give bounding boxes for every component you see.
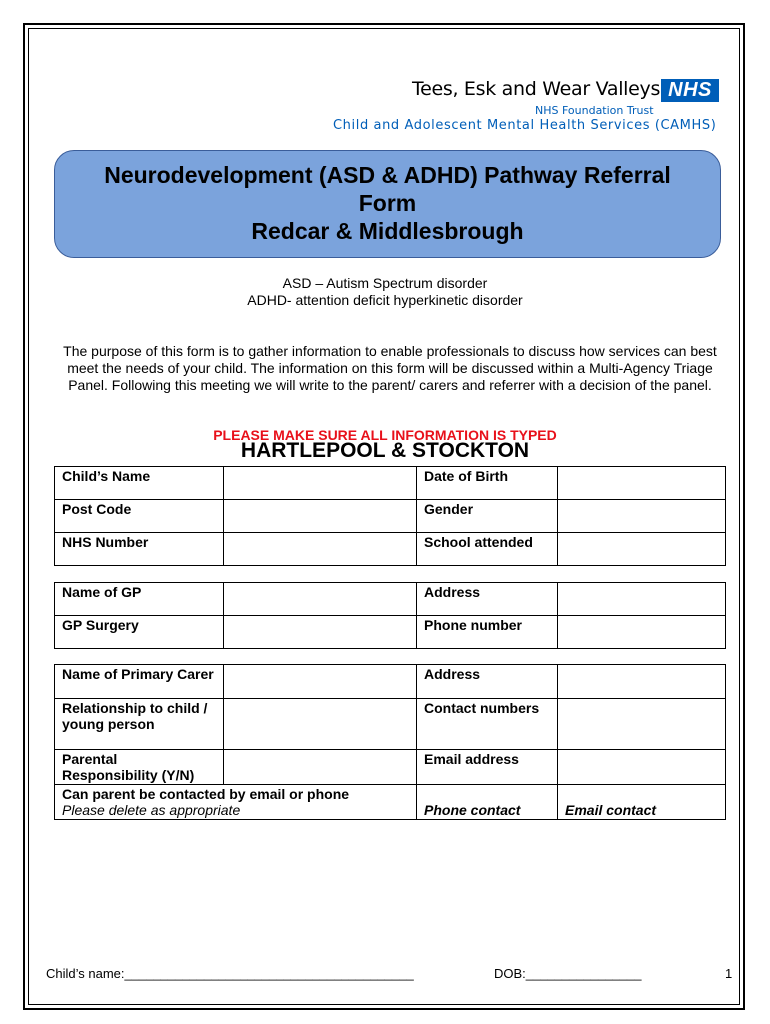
school-attended-field[interactable] bbox=[558, 533, 726, 566]
adhd-definition: ADHD- attention deficit hyperkinetic disorder bbox=[247, 292, 523, 308]
carer-address-label: Address bbox=[417, 665, 558, 699]
contact-method-label: Can parent be contacted by email or phone bbox=[62, 786, 350, 802]
phone-number-label: Phone number bbox=[417, 616, 558, 649]
name-of-gp-label: Name of GP bbox=[55, 583, 224, 616]
footer-childs-name: Child’s name:________________________________________ bbox=[46, 966, 414, 981]
delete-note: Please delete as appropriate bbox=[62, 802, 241, 818]
gender-field[interactable] bbox=[558, 500, 726, 533]
childs-name-label: Child’s Name bbox=[55, 467, 224, 500]
gp-surgery-field[interactable] bbox=[224, 616, 417, 649]
primary-carer-field[interactable] bbox=[224, 665, 417, 699]
contact-numbers-label: Contact numbers bbox=[417, 699, 558, 750]
parental-responsibility-field[interactable] bbox=[224, 750, 417, 785]
carer-details-table bbox=[54, 664, 726, 820]
form-title-line2: Form bbox=[358, 190, 417, 216]
date-of-birth-label: Date of Birth bbox=[417, 467, 558, 500]
form-title-box bbox=[54, 150, 721, 258]
primary-carer-label: Name of Primary Carer bbox=[55, 665, 224, 699]
typed-warning: PLEASE MAKE SURE ALL INFORMATION IS TYPED bbox=[213, 427, 557, 443]
post-code-field[interactable] bbox=[224, 500, 417, 533]
phone-contact-option[interactable]: Phone contact bbox=[417, 785, 558, 820]
gender-label: Gender bbox=[417, 500, 558, 533]
gp-address-field[interactable] bbox=[558, 583, 726, 616]
region-heading: HARTLEPOOL & STOCKTON bbox=[240, 439, 530, 462]
date-of-birth-field[interactable] bbox=[558, 467, 726, 500]
relationship-field[interactable] bbox=[224, 699, 417, 750]
trust-name: NHS Foundation Trust bbox=[535, 104, 654, 117]
asd-definition: ASD – Autism Spectrum disorder bbox=[282, 275, 488, 291]
post-code-label: Post Code bbox=[55, 500, 224, 533]
purpose-statement: The purpose of this form is to gather information to enable professionals to discuss how services can best meet the needs of your child. The information on this form will be discussed within a Multi-Agency Triage Panel. Following this meeting we will write to the parent/ carers and referrer with a decision of the panel. bbox=[63, 343, 717, 393]
nhs-number-field[interactable] bbox=[224, 533, 417, 566]
service-name: Child and Adolescent Mental Health Services (CAMHS) bbox=[333, 118, 717, 133]
gp-details-table bbox=[54, 582, 726, 649]
contact-method-question bbox=[55, 785, 417, 820]
org-name: Tees, Esk and Wear Valleys bbox=[412, 78, 661, 100]
gp-surgery-label: GP Surgery bbox=[55, 616, 224, 649]
page-number: 1 bbox=[725, 966, 733, 981]
carer-address-field[interactable] bbox=[558, 665, 726, 699]
form-title-line1: Neurodevelopment (ASD & ADHD) Pathway Referral bbox=[104, 162, 671, 188]
contact-numbers-field[interactable] bbox=[558, 699, 726, 750]
nhs-logo: NHS bbox=[661, 79, 719, 102]
email-address-field[interactable] bbox=[558, 750, 726, 785]
name-of-gp-field[interactable] bbox=[224, 583, 417, 616]
gp-address-label: Address bbox=[417, 583, 558, 616]
school-attended-label: School attended bbox=[417, 533, 558, 566]
form-title-line3: Redcar & Middlesbrough bbox=[251, 218, 524, 244]
relationship-label: Relationship to child / young person bbox=[55, 699, 224, 750]
email-address-label: Email address bbox=[417, 750, 558, 785]
email-contact-option[interactable]: Email contact bbox=[558, 785, 726, 820]
nhs-number-label: NHS Number bbox=[55, 533, 224, 566]
footer-dob: DOB:________________ bbox=[494, 966, 642, 981]
parental-responsibility-label: Parental Responsibility (Y/N) bbox=[55, 750, 224, 785]
childs-name-field[interactable] bbox=[224, 467, 417, 500]
child-details-table bbox=[54, 466, 726, 566]
phone-number-field[interactable] bbox=[558, 616, 726, 649]
